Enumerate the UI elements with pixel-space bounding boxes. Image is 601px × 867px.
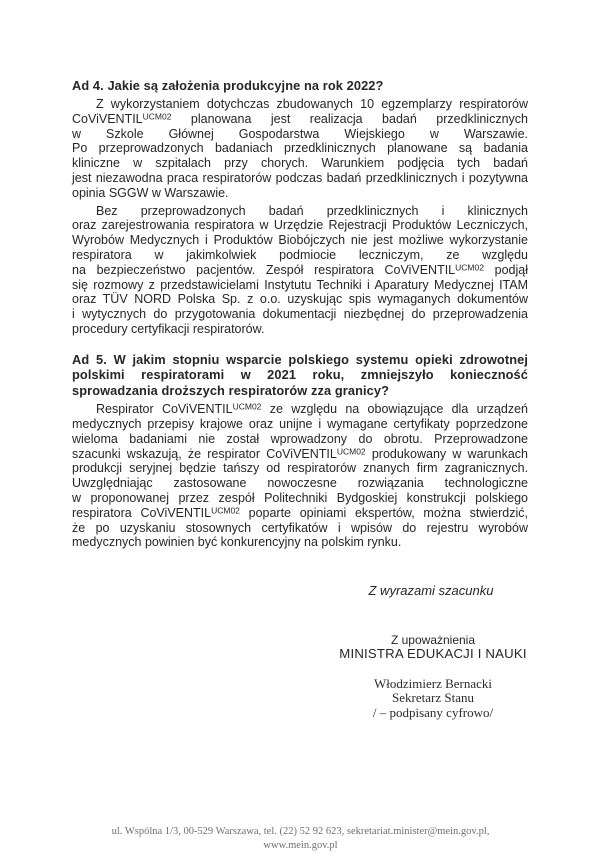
text-line: oraz zarejestrowania respiratora w Urzędzie Rejestracji Produktów Leczniczych,: [72, 218, 528, 233]
text-line: respiratora CoViVENTIL$^{UCM02}$ poparte opiniami ekspertów, można stwierdzić,: [72, 505, 528, 520]
question-4-heading: [72, 78, 528, 94]
footer-website-line: www.mein.gov.pl: [263, 840, 338, 851]
text-line: Respirator CoViVENTIL$^{UCM02}$ ze względu na obowiązujące dla urządzeń: [96, 401, 529, 417]
superscript-model-code: UCM02: [211, 505, 240, 516]
text-line: na bezpieczeństwo pacjentów. Zespół respiratora CoViVENTIL$^{UCM02}$ podjął: [72, 262, 528, 277]
signatory-title: Sekretarz Stanu: [392, 690, 474, 706]
text-line: w proponowanej przez zespół Politechniki Bydgoskiej konstrukcji polskiego: [72, 491, 528, 506]
text-line: sprowadzania droższych respiratorów zza granicy?: [72, 382, 389, 398]
letterhead-footer: [0, 825, 601, 853]
text-line: opinia SGGW w Warszawie.: [72, 185, 229, 200]
superscript-model-code: UCM02: [142, 111, 172, 122]
text-line: szacunki wskazują, że respirator CoViVENTIL$^{UCM02}$ produkowany w warunkach: [72, 446, 529, 461]
superscript-model-code: UCM02: [455, 262, 484, 273]
digital-signature-note: / – podpisany cyfrowo/: [372, 704, 494, 720]
text-line: produkcji seryjnej będzie tańszy od respiratorów znanych firm zagranicznych.: [72, 461, 528, 476]
authorization-label: Z upoważnienia: [390, 633, 476, 648]
superscript-model-code: UCM02: [232, 401, 262, 412]
signatory-block: [308, 677, 558, 721]
question-4-paragraph-1: [72, 97, 528, 201]
text-line: medycznych przepisy krajowe oraz unijne i wymagane certyfikaty poprzedzone: [72, 417, 528, 432]
text-line: respiratora w jakimkolwiek podmiocie leczniczym, ze względu: [72, 247, 528, 262]
text-line: się rozmowy z przedstawicielami Instytutu Techniki i Aparatury Medycznej ITAM: [72, 277, 528, 292]
question-5-heading: [72, 352, 528, 399]
text-line: w Szkole Głównej Gospodarstwa Wiejskiego w Warszawie.: [72, 126, 528, 141]
text-line: Wyrobów Medycznych i Produktów Biobójczych nie jest możliwe wykorzystanie: [72, 233, 528, 248]
text-line: i wytycznych do przygotowania dokumentacji niezbędnej do przeprowadzenia: [72, 307, 528, 322]
text-line: jest niezawodna praca respiratorów podczas badań przedklinicznych i pozytywna: [72, 170, 528, 185]
minister-office-name: MINISTRA EDUKACJI I NAUKI: [339, 646, 527, 662]
closing-salutation: Z wyrazami szacunku: [368, 583, 494, 599]
text-line: że po uzyskaniu stosownych certyfikatów i wpisów do rejestru wyrobów: [72, 520, 528, 535]
text-line: Ad 5. W jakim stopniu wsparcie polskiego systemu opieki zdrowotnej: [72, 351, 528, 367]
letter-body: [72, 78, 528, 720]
footer-address-line: ul. Wspólna 1/3, 00-529 Warszawa, tel. (22) 52 92 623, sekretariat.minister@mein.gov.pl,: [111, 826, 490, 837]
question-4-paragraph-2: [72, 204, 528, 337]
text-line: Uwzględniając zastosowane nowoczesne rozwiązania technologiczne: [72, 476, 528, 491]
signatory-name: Włodzimierz Bernacki: [373, 675, 493, 691]
text-line: kliniczne w szpitalach przy chorych. Warunkiem podjęcia tych badań: [72, 156, 528, 171]
text-line: Ad 4. Jakie są założenia produkcyjne na rok 2022?: [72, 78, 384, 93]
text-line: medycznych powinien być konkurencyjny na polskim rynku.: [72, 535, 402, 550]
question-5-paragraph-1: [72, 402, 528, 550]
text-line: Bez przeprowadzonych badań przedklinicznych i klinicznych: [96, 203, 528, 218]
signature-authorization-block: [308, 633, 558, 662]
text-line: procedury certyfikacji respiratorów.: [72, 321, 265, 336]
text-line: polskimi respiratorami w 2021 roku, zmniejszyło konieczność: [72, 367, 528, 383]
text-line: oraz TÜV NORD Polska Sp. z o.o. uzyskując spis wymaganych dokumentów: [72, 292, 528, 307]
text-line: Z wykorzystaniem dotychczas zbudowanych 10 egzemplarzy respiratorów: [96, 97, 528, 111]
text-line: wieloma badaniami nie został wprowadzony do obrotu. Przeprowadzone: [72, 431, 528, 446]
superscript-model-code: UCM02: [336, 446, 366, 457]
text-line: CoViVENTIL$^{UCM02}$ planowana jest realizacja badań przedklinicznych: [72, 111, 528, 126]
text-line: Po przeprowadzonych badaniach przedklinicznych planowane są badania: [72, 141, 528, 156]
